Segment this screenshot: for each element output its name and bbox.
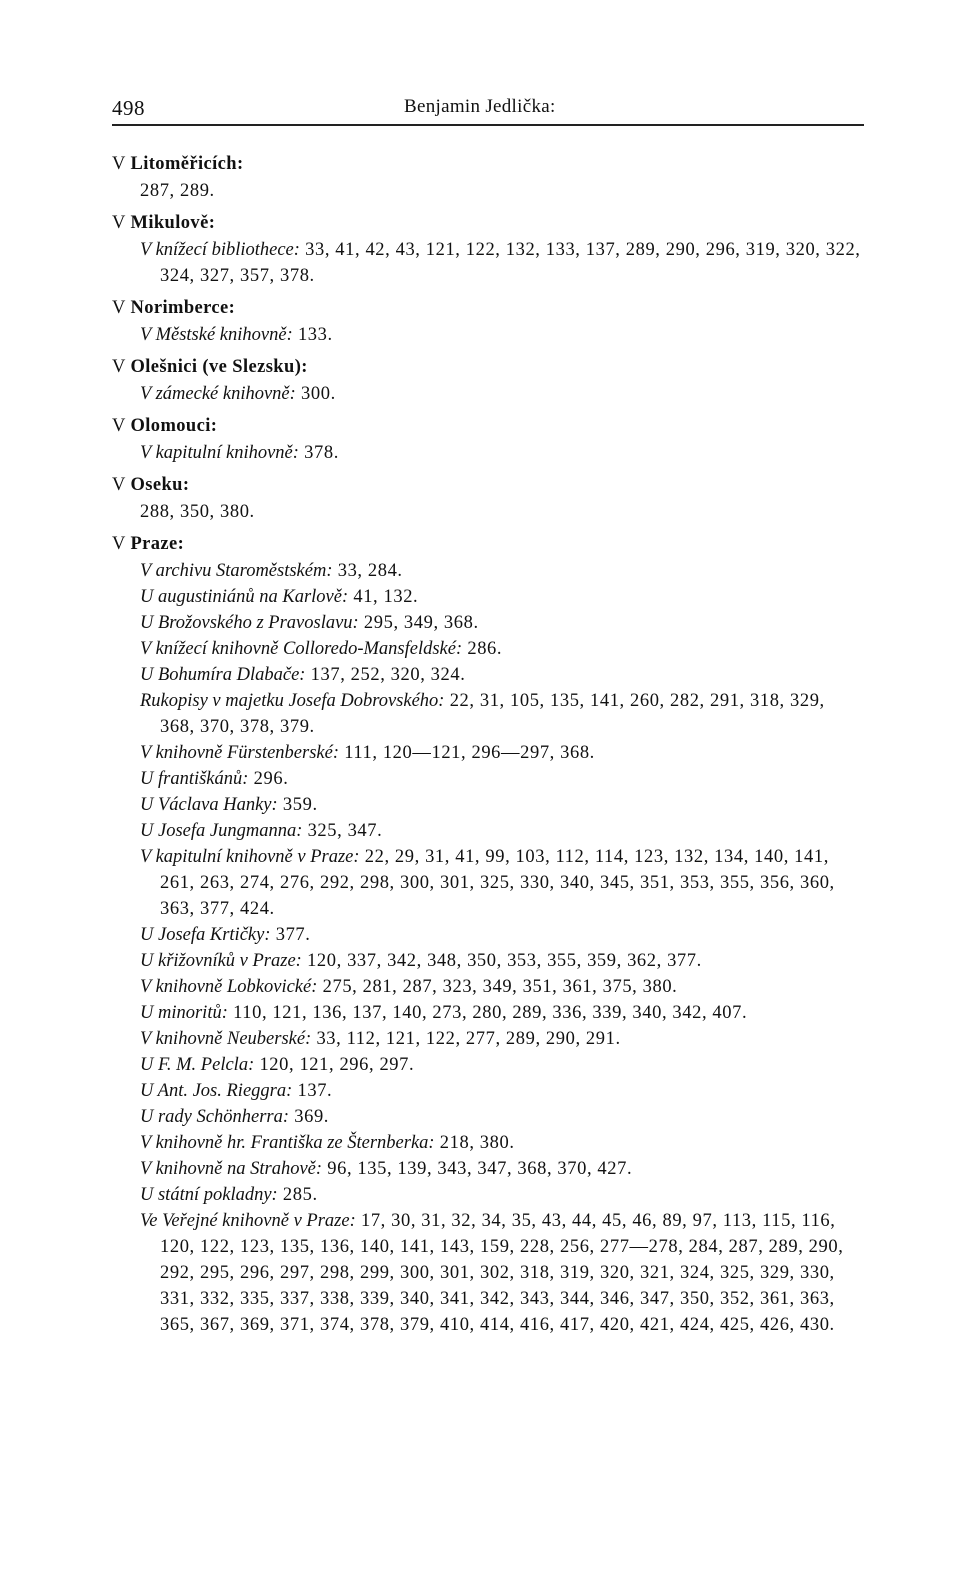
place-prefix: V (112, 534, 126, 554)
entry-pages: 288, 350, 380. (140, 502, 255, 522)
place-prefix: V (112, 298, 126, 318)
index-entry (112, 1000, 864, 1026)
place-prefix: V (112, 416, 126, 436)
entry-pages: 33, 112, 121, 122, 277, 289, 290, 291. (311, 1029, 621, 1049)
index-entry (112, 662, 864, 688)
entry-source: V knihovně Lobkovické: (140, 977, 318, 997)
place-name: Norimberce: (130, 298, 236, 318)
index-entry (112, 922, 864, 948)
place-heading (112, 413, 864, 440)
index-entry (112, 499, 864, 525)
entry-source: U Bohumíra Dlabače: (140, 665, 306, 685)
entry-pages: 286. (462, 639, 503, 659)
entry-pages: 275, 281, 287, 323, 349, 351, 361, 375, 380. (317, 977, 678, 997)
entry-source: Rukopisy v majetku Josefa Dobrovského: (140, 691, 445, 711)
index-entry (112, 1182, 864, 1208)
index-entry (112, 610, 864, 636)
index-entry (112, 1130, 864, 1156)
place-heading (112, 531, 864, 558)
entry-pages: 111, 120—121, 296—297, 368. (338, 743, 595, 763)
entry-source: U Josefa Jungmanna: (140, 821, 303, 841)
entry-pages: 369. (289, 1107, 330, 1127)
entry-pages: 110, 121, 136, 137, 140, 273, 280, 289, 336, 339, 340, 342, 407. (227, 1003, 748, 1023)
entry-pages: 137, 252, 320, 324. (305, 665, 466, 685)
index-entry (112, 237, 864, 289)
entry-source: V knihovně na Strahově: (140, 1159, 323, 1179)
entry-pages: 285. (277, 1185, 318, 1205)
entry-source: U Ant. Jos. Rieggra: (140, 1081, 293, 1101)
entry-source: V zámecké knihovně: (140, 384, 296, 404)
entry-source: U Václava Hanky: (140, 795, 278, 815)
index-entry (112, 948, 864, 974)
place-name: Praze: (130, 534, 185, 554)
index-entry (112, 440, 864, 466)
entry-pages: 22, 31, 105, 135, 141, 260, 282, 291, 318, 329, 368, 370, 378, 379. (160, 691, 825, 737)
header-rule (112, 124, 864, 126)
entry-pages: 359. (277, 795, 318, 815)
entry-pages: 295, 349, 368. (358, 613, 479, 633)
index-entry (112, 584, 864, 610)
entry-source: U rady Schönherra: (140, 1107, 290, 1127)
place-name: Oseku: (130, 475, 190, 495)
page-number: 498 (112, 96, 145, 120)
entry-source: V kapitulní knihovně: (140, 443, 299, 463)
entry-source: V archivu Staroměstském: (140, 561, 333, 581)
place-prefix: V (112, 154, 126, 174)
entry-source: V knihovně Fürstenberské: (140, 743, 339, 763)
place-heading (112, 151, 864, 178)
index-entry (112, 688, 864, 740)
entry-source: U minoritů: (140, 1003, 228, 1023)
index-list (112, 145, 864, 1338)
entry-source: V knížecí knihovně Colloredo-Mansfeldské: (140, 639, 463, 659)
index-entry (112, 792, 864, 818)
entry-pages: 120, 337, 342, 348, 350, 353, 355, 359, 362, 377. (301, 951, 702, 971)
entry-source: V kapitulní knihovně v Praze: (140, 847, 360, 867)
entry-pages: 287, 289. (140, 181, 215, 201)
entry-source: U státní pokladny: (140, 1185, 278, 1205)
entry-pages: 137. (292, 1081, 333, 1101)
entry-pages: 325, 347. (302, 821, 383, 841)
entry-pages: 218, 380. (434, 1133, 515, 1153)
entry-pages: 96, 135, 139, 343, 347, 368, 370, 427. (322, 1159, 633, 1179)
entry-source: U Brožovského z Pravoslavu: (140, 613, 359, 633)
entry-source: U Josefa Krtičky: (140, 925, 271, 945)
entry-pages: 41, 132. (348, 587, 419, 607)
entry-source: U augustiniánů na Karlově: (140, 587, 349, 607)
entry-source: U křižovníků v Praze: (140, 951, 302, 971)
index-entry (112, 974, 864, 1000)
entry-pages: 133. (292, 325, 333, 345)
entry-pages: 17, 30, 31, 32, 34, 35, 43, 44, 45, 46, 89, 97, 113, 115, 116, 120, 122, 123, 135, 136, 140, 141, 143, 159, 228, 256, 277—278, 284, 287, 289, 290, 292, 295, 296, 297, 298, 299, 300, 301, 302, 318, 319, 320, 321, 324, 325, 329, 330, 331, 332, 335, 337, 338, 339, 340, 341, 342, 343, 344, 346, 347, 350, 352, 361, 363, 365, 367, 369, 371, 374, 378, 379, 410, 414, 416, 417, 420, 421, 424, 425, 426, 430. (160, 1211, 844, 1335)
entry-source: V Městské knihovně: (140, 325, 293, 345)
index-entry (112, 1078, 864, 1104)
place-prefix: V (112, 213, 126, 233)
index-entry (112, 1156, 864, 1182)
place-prefix: V (112, 475, 126, 495)
index-entry (112, 178, 864, 204)
index-entry (112, 818, 864, 844)
entry-source: V knížecí bibliothece: (140, 240, 300, 260)
index-entry (112, 1026, 864, 1052)
place-name: Litoměřicích: (130, 154, 244, 174)
entry-pages: 296. (248, 769, 289, 789)
place-name: Olomouci: (130, 416, 218, 436)
running-head: Benjamin Jedlička: (404, 96, 556, 117)
index-entry (112, 636, 864, 662)
place-name: Olešnici (ve Slezsku): (130, 357, 308, 377)
entry-pages: 300. (295, 384, 336, 404)
place-name: Mikulově: (130, 213, 216, 233)
entry-source: V knihovně Neuberské: (140, 1029, 312, 1049)
index-entry (112, 381, 864, 407)
index-entry (112, 740, 864, 766)
entry-pages: 22, 29, 31, 41, 99, 103, 112, 114, 123, 132, 134, 140, 141, 261, 263, 274, 276, 292, 298, 300, 301, 325, 330, 340, 345, 351, 353, 355, 356, 360, 363, 377, 424. (160, 847, 835, 919)
index-entry (112, 1052, 864, 1078)
entry-pages: 120, 121, 296, 297. (254, 1055, 415, 1075)
index-entry (112, 558, 864, 584)
place-heading (112, 472, 864, 499)
index-entry (112, 322, 864, 348)
entry-pages: 377. (270, 925, 311, 945)
entry-pages: 378. (298, 443, 339, 463)
entry-source: Ve Veřejné knihovně v Praze: (140, 1211, 356, 1231)
index-entry (112, 1104, 864, 1130)
entry-pages: 33, 284. (332, 561, 403, 581)
index-entry (112, 766, 864, 792)
index-entry (112, 1208, 864, 1338)
entry-source: V knihovně hr. Františka ze Šternberka: (140, 1133, 435, 1153)
entry-source: U františkánů: (140, 769, 249, 789)
place-heading (112, 295, 864, 322)
place-heading (112, 210, 864, 237)
entry-source: U F. M. Pelcla: (140, 1055, 255, 1075)
index-entry (112, 844, 864, 922)
place-prefix: V (112, 357, 126, 377)
entry-pages: 33, 41, 42, 43, 121, 122, 132, 133, 137, 289, 290, 296, 319, 320, 322, 324, 327, 357, 378. (160, 240, 861, 286)
place-heading (112, 354, 864, 381)
